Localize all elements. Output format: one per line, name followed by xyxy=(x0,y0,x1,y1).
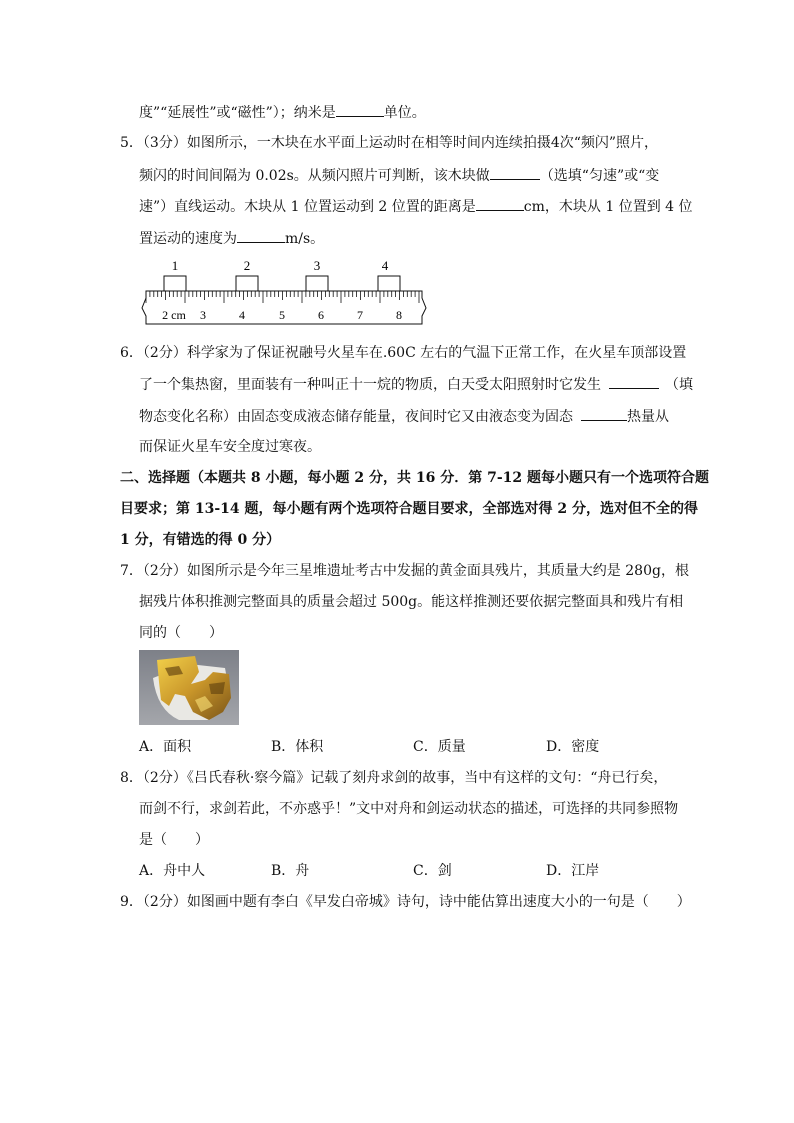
scale-label: 7 xyxy=(357,308,363,322)
q5-text: 频闪的时间间隔为 0.02s。从频闪照片可判断，该木块做 xyxy=(139,168,490,184)
position-label-4: 4 xyxy=(381,258,389,273)
answer-blank[interactable] xyxy=(581,406,627,421)
ruler-scale-labels xyxy=(162,308,402,322)
q7-option-c[interactable]: C．质量 xyxy=(413,739,466,755)
q5-text: 置运动的速度为 xyxy=(139,231,237,247)
q6-line-3 xyxy=(139,406,669,427)
section-2-heading-1: 二、选择题（本题共 8 小题，每小题 2 分，共 16 分．第 7-12 题每小题只有一个选项符合题 xyxy=(120,470,709,486)
scale-label: 8 xyxy=(396,308,402,322)
answer-blank[interactable] xyxy=(336,102,384,117)
q8-option-d[interactable]: D．江岸 xyxy=(546,863,600,879)
scale-label: 4 xyxy=(239,308,245,322)
q5-line-3 xyxy=(139,196,693,217)
q8-line-3: 是（ ） xyxy=(139,832,209,848)
scale-label: 2 cm xyxy=(162,308,186,322)
q5-text: m/s。 xyxy=(285,231,325,247)
q4-tail-text-2: 单位。 xyxy=(383,105,426,121)
q5-text: 速”）直线运动。木块从 1 位置运动到 2 位置的距离是 xyxy=(139,199,476,215)
q5-text: （选填“匀速”或“变 xyxy=(539,168,660,184)
q4-tail-text: 度”“延展性”或“磁性”）；纳米是 xyxy=(139,105,336,121)
q5-line-1: 5．（3分）如图所示，一木块在水平面上运动时在相等时间内连续拍摄4次“频闪”照片， xyxy=(120,135,659,151)
q7-option-a[interactable]: A．面积 xyxy=(139,739,192,755)
scale-label: 5 xyxy=(279,308,285,322)
q7-option-b[interactable]: B．体积 xyxy=(271,739,324,755)
q6-text: （填 xyxy=(665,377,693,393)
q8-option-b[interactable]: B．舟 xyxy=(271,863,310,879)
q6-text: 热量从 xyxy=(627,409,669,425)
answer-blank[interactable] xyxy=(609,374,659,389)
answer-blank[interactable] xyxy=(237,228,285,243)
q6-line-2 xyxy=(139,374,693,395)
q6-line-1: 6．（2分）科学家为了保证祝融号火星车在.60C 左右的气温下正常工作，在火星车顶部设置 xyxy=(120,345,687,361)
ruler-ticks xyxy=(146,291,419,303)
position-label-1: 1 xyxy=(171,258,179,273)
q9-line-1: 9．（2分）如图画中题有李白《早发白帝城》诗句，诗中能估算出速度大小的一句是（ ） xyxy=(120,894,691,910)
block-3 xyxy=(306,258,328,291)
position-label-2: 2 xyxy=(243,258,251,273)
q8-option-c[interactable]: C．剑 xyxy=(413,863,452,879)
q6-line-4: 而保证火星车安全度过寒夜。 xyxy=(139,439,321,455)
q5-text: cm，木块从 1 位置到 4 位 xyxy=(523,199,693,215)
block-1 xyxy=(164,258,186,291)
q7-line-2: 据残片体积推测完整面具的质量会超过 500g。能这样推测还要依据完整面具和残片有相 xyxy=(139,594,684,610)
scale-label: 6 xyxy=(318,308,324,322)
q8-option-a[interactable]: A．舟中人 xyxy=(139,863,206,879)
section-2-heading-2: 目要求；第 13-14 题，每小题有两个选项符合题目要求，全部选对得 2 分，选对但不全的得 xyxy=(120,501,699,517)
q4-tail-line xyxy=(139,102,426,123)
block-4 xyxy=(378,258,400,291)
answer-blank[interactable] xyxy=(490,165,540,180)
q7-line-1: 7．（2分）如图所示是今年三星堆遗址考古中发掘的黄金面具残片，其质量大约是 280g，根 xyxy=(120,563,689,579)
section-2-heading-3: 1 分，有错选的得 0 分） xyxy=(120,532,281,548)
q8-line-2: 而剑不行，求剑若此，不亦惑乎！”文中对舟和剑运动状态的描述，可选择的共同参照物 xyxy=(139,801,679,817)
gold-mask-image xyxy=(139,650,239,725)
ruler-figure xyxy=(140,256,430,328)
q8-line-1: 8．（2分）《吕氏春秋·察今篇》记载了刻舟求剑的故事，当中有这样的文句：“舟已行矣， xyxy=(120,770,668,786)
position-label-3: 3 xyxy=(313,258,321,273)
scale-label: 3 xyxy=(200,308,206,322)
q5-line-2 xyxy=(139,165,659,186)
q7-line-3: 同的（ ） xyxy=(139,625,223,641)
block-2 xyxy=(236,258,258,291)
q6-text: 了一个集热窗，里面装有一种叫正十一烷的物质，白天受太阳照射时它发生 xyxy=(139,377,601,393)
q6-text: 物态变化名称）由固态变成液态储存能量，夜间时它又由液态变为固态 xyxy=(139,409,573,425)
q7-option-d[interactable]: D．密度 xyxy=(546,739,600,755)
q5-line-4 xyxy=(139,228,324,249)
answer-blank[interactable] xyxy=(476,196,524,211)
